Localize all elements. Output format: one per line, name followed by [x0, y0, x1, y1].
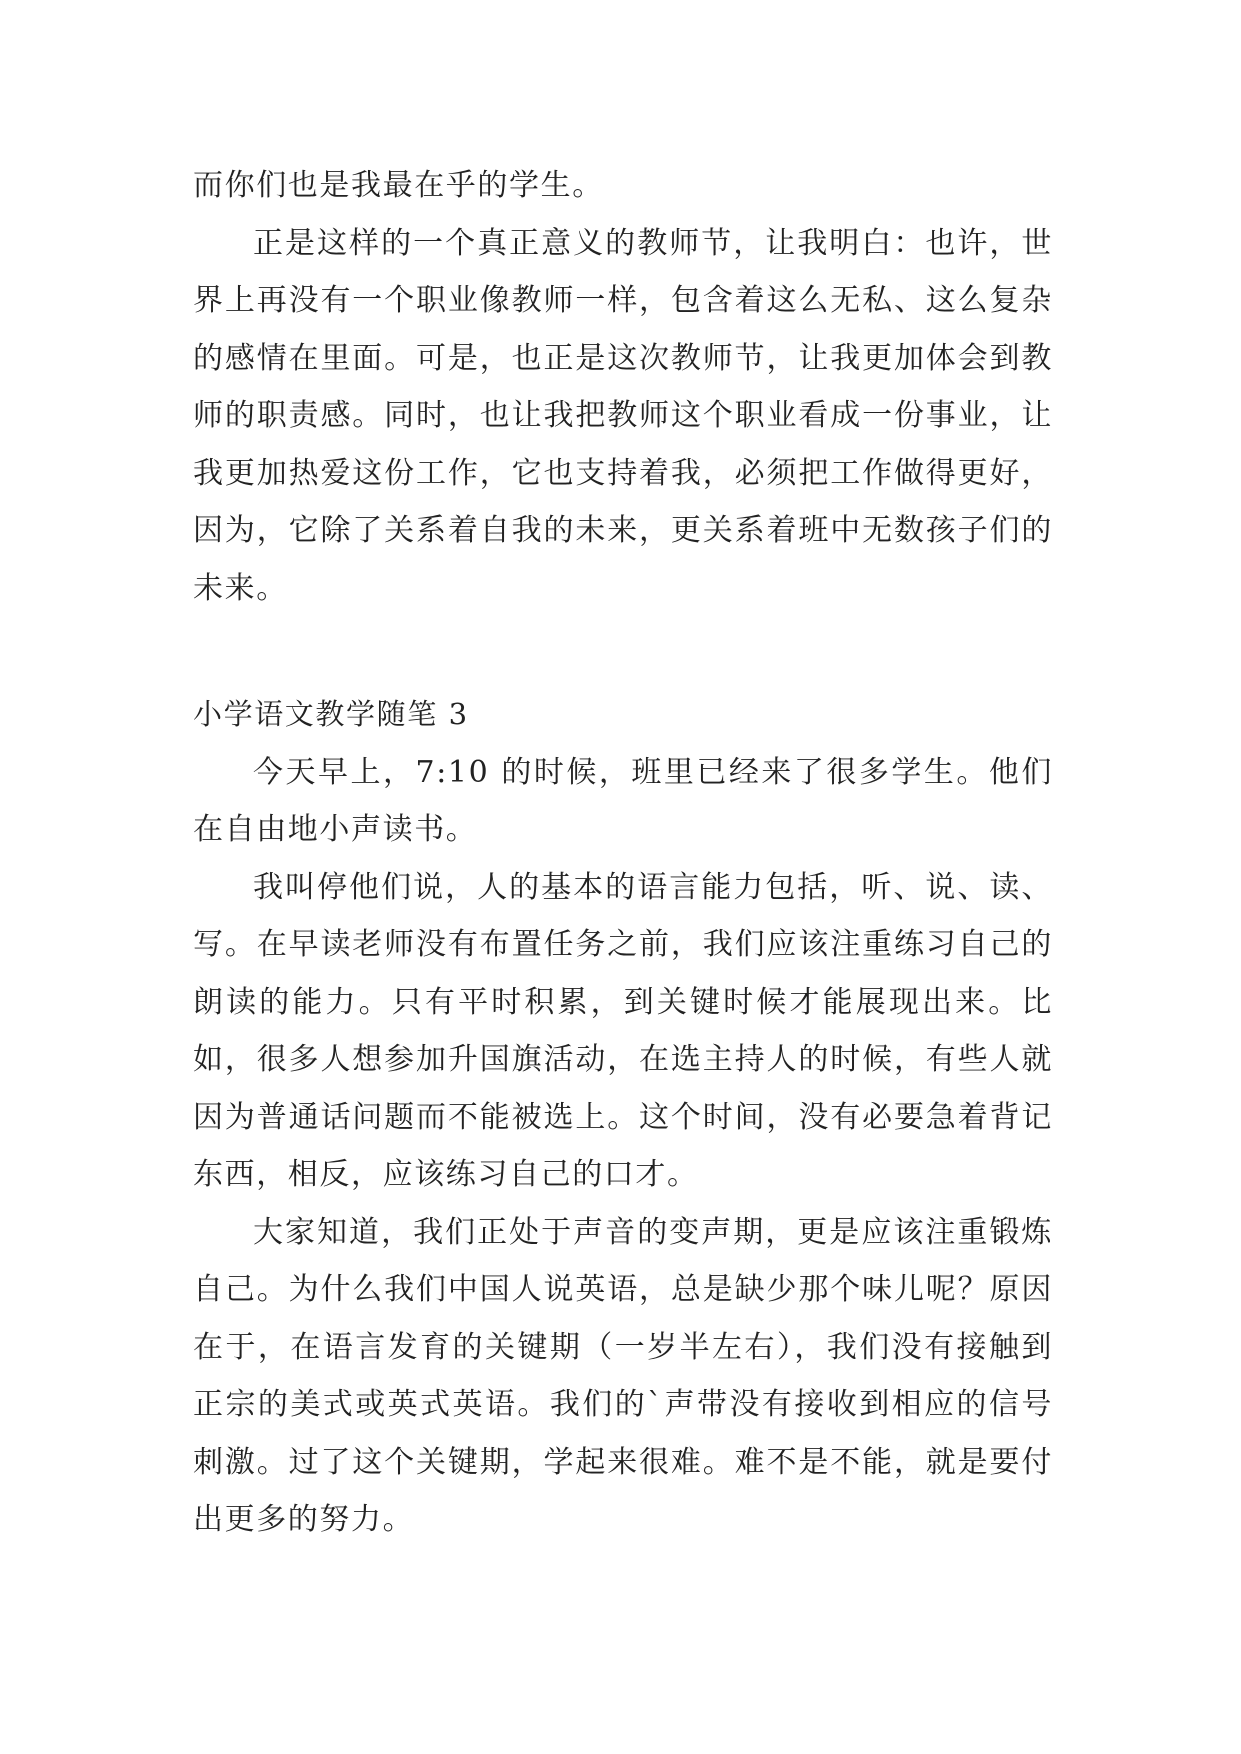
paragraph: 正是这样的一个真正意义的教师节，让我明白：也许，世界上再没有一个职业像教师一样，包含着这么无私、这么复杂的感情在里面。可是，也正是这次教师节，让我更加体会到教师的职责感。同时，也让我把教师这个职业看成一份事业，让我更加热爱这份工作，它也支持着我，必须把工作做得更好，因为，它除了关系着自我的未来，更关系着班中无数孩子们的未来。 [193, 225, 1053, 606]
section-essay-3 [193, 686, 1053, 1549]
paragraph: 我叫停他们说，人的基本的语言能力包括，听、说、读、写。在早读老师没有布置任务之前，我们应该注重练习自己的朗读的能力。只有平时积累，到关键时候才能展现出来。比如，很多人想参加升国旗活动，在选主持人的时候，有些人就因为普通话问题而不能被选上。这个时间，没有必要急着背记东西，相反，应该练习自己的口才。 [193, 869, 1053, 1192]
section-continued-text [193, 157, 1053, 617]
paragraph: 而你们也是我最在乎的学生。 [193, 168, 604, 203]
paragraph: 大家知道，我们正处于声音的变声期，更是应该注重锻炼自己。为什么我们中国人说英语，总是缺少那个味儿呢？原因在于，在语言发育的关键期（一岁半左右），我们没有接触到正宗的美式或英式英语。我们的`声带没有接收到相应的信号刺激。过了这个关键期，学起来很难。难不是不能，就是要付出更多的努力。 [193, 1214, 1053, 1537]
section-heading: 小学语文教学随笔 3 [193, 697, 469, 731]
paragraph: 今天早上，7:10 的时候，班里已经来了很多学生。他们在自由地小声读书。 [193, 754, 1053, 847]
